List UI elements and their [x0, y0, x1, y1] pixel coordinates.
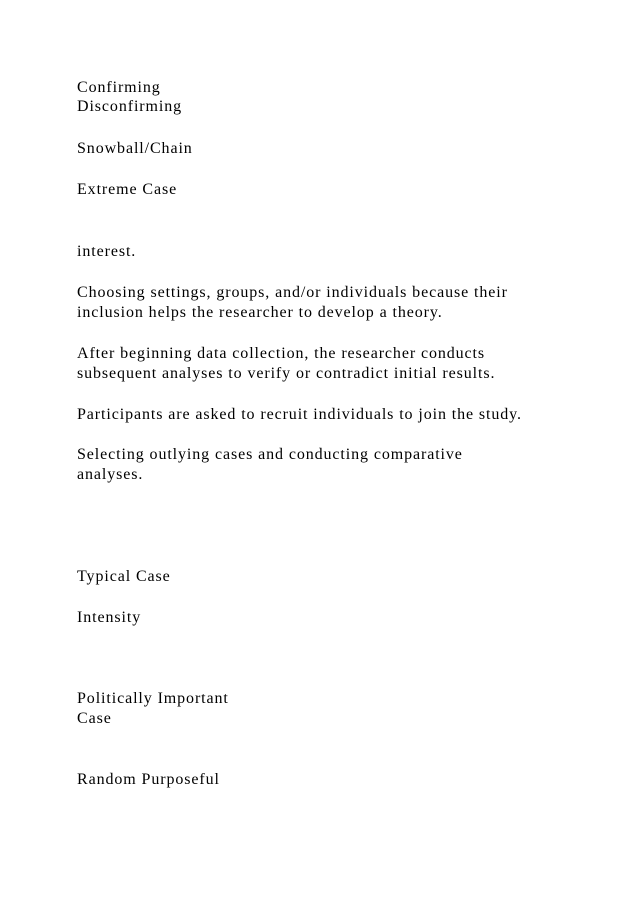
- text-line: Disconfirming: [77, 98, 183, 115]
- text-line: Case: [77, 710, 112, 727]
- text-line: Confirming: [77, 79, 161, 96]
- text-line: Participants are asked to recruit individuals to join the study.: [77, 406, 522, 423]
- text-line: Selecting outlying cases and conducting comparative: [77, 446, 463, 463]
- text-line: inclusion helps the researcher to develop a theory.: [77, 304, 443, 321]
- text-line: Snowball/Chain: [77, 140, 193, 157]
- text-line: After beginning data collection, the researcher conducts: [77, 345, 486, 362]
- text-line: Random Purposeful: [77, 771, 220, 788]
- text-line: Extreme Case: [77, 181, 178, 198]
- text-line: interest.: [77, 243, 137, 260]
- text-line: Politically Important: [77, 690, 229, 707]
- text-line: Intensity: [77, 609, 142, 626]
- text-line: Choosing settings, groups, and/or individuals because their: [77, 284, 508, 301]
- text-line: Typical Case: [77, 568, 171, 585]
- text-line: subsequent analyses to verify or contradict initial results.: [77, 365, 496, 382]
- text-line: analyses.: [77, 466, 144, 483]
